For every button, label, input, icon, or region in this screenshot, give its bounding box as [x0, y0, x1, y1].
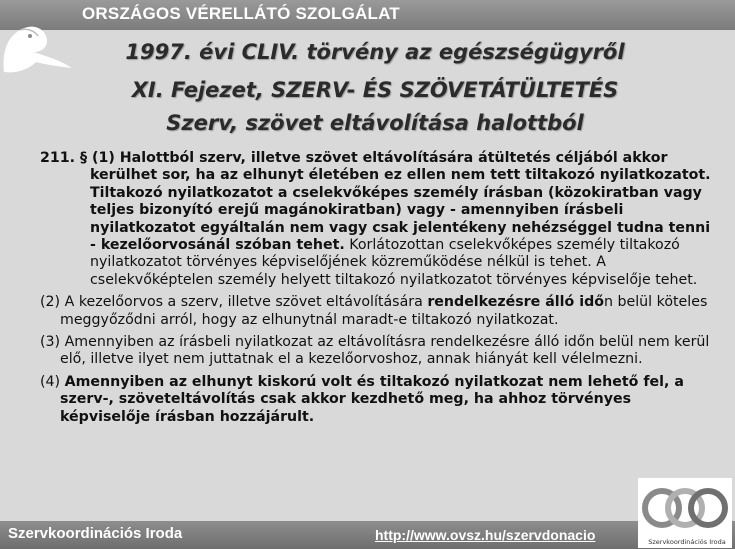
header-bar: [0, 0, 735, 30]
paragraph-2-pre: (2) A kezelőorvos a szerv, illetve szövet eltávolítására: [40, 294, 428, 311]
pelican-icon: [0, 8, 76, 78]
footer-bar: [0, 521, 735, 549]
paragraph-1: [40, 150, 715, 289]
website-link[interactable]: http://www.ovsz.hu/szervdonacio: [375, 527, 596, 543]
law-text: [40, 150, 715, 431]
paragraph-4-pre: (4): [40, 373, 65, 390]
page-title: 1997. évi CLIV. törvény az egészségügyről: [125, 40, 625, 64]
paragraph-2-bold: rendelkezésre álló idő: [427, 294, 604, 311]
paragraph-1-normal: Korlátozottan cselekvőképes személy tiltakozó nyilatkozatot törvényes képviselőjének közreműködése nélkül is tehet. A cselekvőképtelen személy helyett tiltakozó nyilatkozatot törvényes képviselője tehet.: [90, 237, 698, 288]
org-title: ORSZÁGOS VÉRELLÁTÓ SZOLGÁLAT: [82, 4, 400, 23]
paragraph-1-number: 211. §: [40, 150, 88, 166]
paragraph-1-bold: (1) Halottból szerv, illetve szövet eltávolítására átültetés céljából akkor kerülhet sor, ha az elhunyt életében ez ellen nem tett tiltakozó nyilatkozatot. Tiltakozó nyilatkozatot a cselekvőképes személy írásban (közokiratban vagy teljes bizonyító erejű magánokiratban) vagy - amennyiben írásbeli nyilatkozatot egyáltalán nem vagy csak jelentékeny nehézséggel tudna tenni - kezelőorvosánál szóban tehet.: [87, 150, 711, 254]
logo-caption: Szervkoordinációs Iroda: [648, 538, 726, 546]
paragraph-3: (3) Amennyiben az írásbeli nyilatkozat az eltávolításra rendelkezésre álló időn belül nem kerül elő, illetve ilyet nem juttatnak el a kezelőorvoshoz, annak hiányát kell vélelmezni.: [40, 334, 710, 368]
paragraph-4-bold: Amennyiben az elhunyt kiskorú volt és tiltakozó nyilatkozat nem lehető fel, a szerv-, szöveteltávolítás csak akkor kezdhető meg, ha ahhoz törvényes képviselője írásban hozzájárult.: [60, 373, 684, 425]
paragraph-2: [40, 294, 715, 329]
chapter-title: XI. Fejezet, SZERV- ÉS SZÖVETÁTÜLTETÉS: [131, 78, 619, 102]
paragraph-4: [40, 374, 715, 426]
section-title: Szerv, szövet eltávolítása halottból: [166, 111, 584, 135]
department-name: Szervkoordinációs Iroda: [8, 525, 183, 542]
paragraph-2-post: n belül köteles meggyőződni arról, hogy az elhunytnál maradt-e tiltakozó nyilatkozat.: [60, 294, 708, 328]
